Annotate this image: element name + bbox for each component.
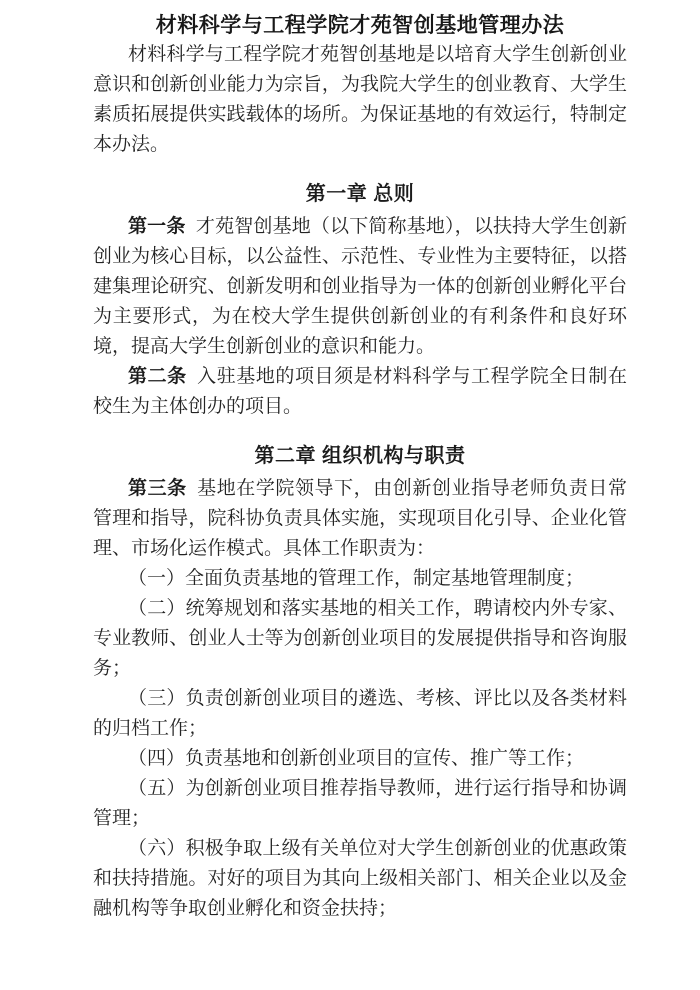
article-2-label: 第二条 xyxy=(128,366,187,387)
article-2-text: 入驻基地的项目须是材料科学与工程学院全日制在校生为主体创办的项目。 xyxy=(93,366,627,417)
article-1-label: 第一条 xyxy=(128,216,186,237)
duty-item-6: （六）积极争取上级有关单位对大学生创新创业的优惠政策和扶持措施。对好的项目为其向上级相关部门、相关企业以及金融机构等争取创业孵化和资金扶持； xyxy=(93,838,627,919)
article-2-paragraph xyxy=(93,362,627,422)
chapter-1-heading: 第一章 总则 xyxy=(305,183,415,205)
duty-item-3: （三）负责创新创业项目的遴选、考核、评比以及各类材料的归档工作； xyxy=(93,688,627,739)
duty-item-2: （二）统筹规划和落实基地的相关工作，聘请校内外专家、专业教师、创业人士等为创新创业项目的发展提供指导和咨询服务； xyxy=(93,598,627,679)
article-3-label: 第三条 xyxy=(128,478,187,499)
document-title: 材料科学与工程学院才苑智创基地管理办法 xyxy=(155,14,565,37)
article-1-text: 才苑智创基地（以下简称基地），以扶持大学生创新创业为核心目标，以公益性、示范性、专业性为主要特征，以搭建集理论研究、创新发明和创业指导为一体的创新创业孵化平台为主要形式，为在校大学生提供创新创业的有利条件和良好环境，提高大学生创新创业的意识和能力。 xyxy=(93,216,627,357)
article-3-paragraph xyxy=(93,474,627,564)
duty-item-4: （四）负责基地和创新创业项目的宣传、推广等工作； xyxy=(128,748,585,769)
article-3-text: 基地在学院领导下，由创新创业指导老师负责日常管理和指导，院科协负责具体实施，实现项目化引导、企业化管理、市场化运作模式。具体工作职责为： xyxy=(93,478,627,559)
intro-paragraph: 材料科学与工程学院才苑智创基地是以培育大学生创新创业意识和创新创业能力为宗旨，为我院大学生的创业教育、大学生素质拓展提供实践载体的场所。为保证基地的有效运行，特制定本办法。 xyxy=(93,44,627,155)
duty-item-5: （五）为创新创业项目推荐指导教师，进行运行指导和协调管理； xyxy=(93,778,627,829)
duty-item-1: （一）全面负责基地的管理工作，制定基地管理制度； xyxy=(128,568,585,589)
chapter-2-heading: 第二章 组织机构与职责 xyxy=(254,445,466,467)
article-1-paragraph xyxy=(93,212,627,362)
